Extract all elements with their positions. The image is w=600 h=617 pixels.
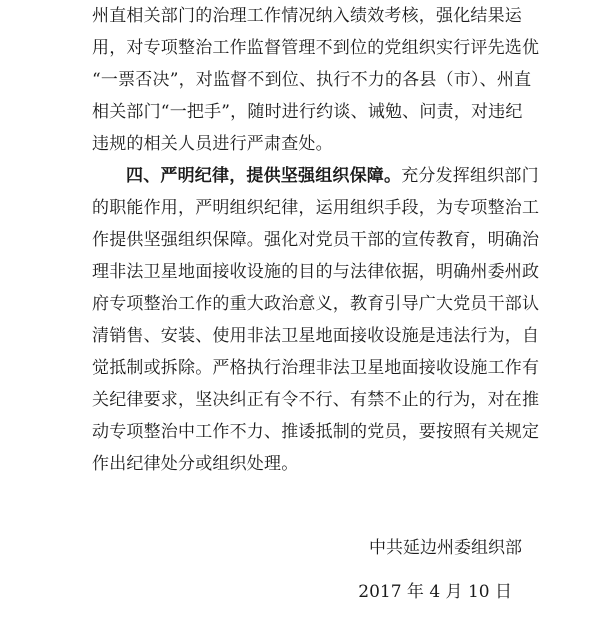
paragraph-2-line-5: 府专项整治工作的重大政治意义，教育引导广大党员干部认: [92, 294, 540, 314]
paragraph-2-line-6: 清销售、安装、使用非法卫星地面接收设施是违法行为，自: [92, 326, 540, 346]
paragraph-2-line-1-text: 充分发挥组织部门: [401, 166, 539, 186]
paragraph-1-line-1: 州直相关部门的治理工作情况纳入绩效考核，强化结果运: [92, 6, 522, 26]
paragraph-1-line-5: 违规的相关人员进行严肃查处。: [92, 134, 333, 154]
paragraph-2-line-4: 理非法卫星地面接收设施的目的与法律依据，明确州委州政: [92, 262, 540, 282]
paragraph-1-line-3: “一票否决”，对监督不到位、执行不力的各县（市）、州直: [92, 70, 532, 90]
paragraph-1-line-2: 用，对专项整治工作监督管理不到位的党组织实行评先选优: [92, 38, 540, 58]
section-heading: 四、严明纪律，提供坚强组织保障。: [126, 166, 402, 186]
paragraph-2-line-3: 作提供坚强组织保障。强化对党员干部的宣传教育，明确治: [92, 230, 540, 250]
signature-organization: 中共延边州委组织部: [369, 538, 522, 558]
paragraph-1-line-4: 相关部门“一把手”，随时进行约谈、诫勉、问责，对违纪: [92, 102, 523, 122]
paragraph-2-line-9: 动专项整治中工作不力、推诿抵制的党员，要按照有关规定: [92, 422, 540, 442]
paragraph-2-line-10: 作出纪律处分或组织处理。: [92, 454, 299, 474]
paragraph-2-line-1: [126, 164, 539, 188]
paragraph-2-line-7: 觉抵制或拆除。严格执行治理非法卫星地面接收设施工作有: [92, 358, 540, 378]
paragraph-2-line-8: 关纪律要求，坚决纠正有令不行、有禁不止的行为，对在推: [92, 390, 540, 410]
paragraph-2-line-2: 的职能作用，严明组织纪律，运用组织手段，为专项整治工: [92, 198, 540, 218]
signature-date: 2017 年 4 月 10 日: [358, 582, 512, 602]
